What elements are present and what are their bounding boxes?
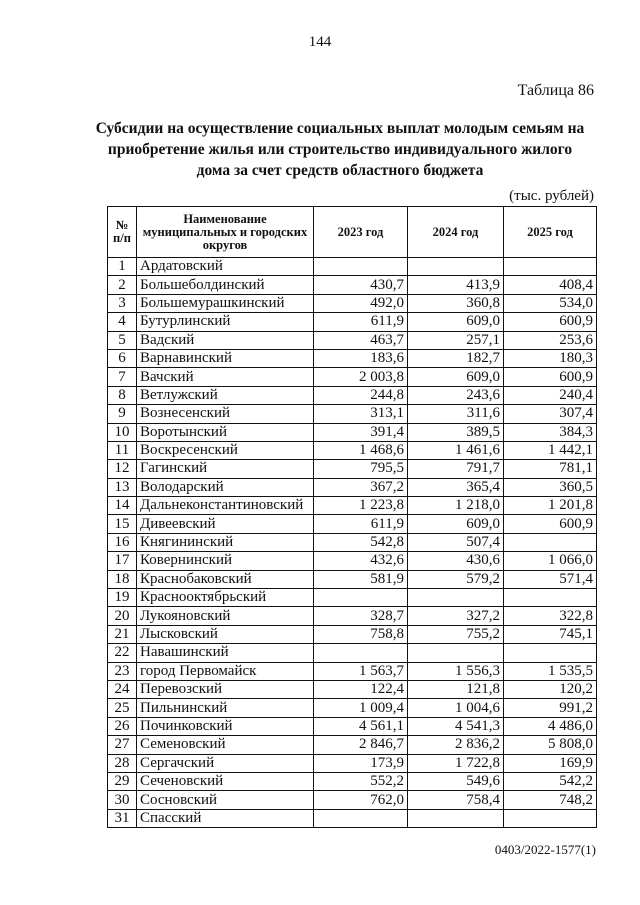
value-2024-cell: 507,4 [408,533,504,551]
municipality-name-cell: Княгининский [137,533,314,551]
municipality-name-cell: Лукояновский [137,607,314,625]
value-2025-cell: 169,9 [504,754,597,772]
table-row [108,258,597,276]
value-2025-cell [504,589,597,607]
value-2023-cell: 611,9 [314,313,408,331]
value-2023-cell [314,589,408,607]
municipality-name-cell: Сосновский [137,791,314,809]
value-2024-cell: 4 541,3 [408,717,504,735]
row-number-cell: 21 [108,625,137,643]
value-2023-cell: 313,1 [314,405,408,423]
value-2023-cell: 581,9 [314,570,408,588]
municipality-name-cell: Воротынский [137,423,314,441]
column-header-name: Наименование муниципальных и городских округов [137,207,314,258]
row-number-cell: 6 [108,349,137,367]
units-label: (тыс. рублей) [509,188,594,204]
table-row [108,533,597,551]
row-number-cell: 14 [108,497,137,515]
municipality-name-cell: Дальнеконстантиновский [137,497,314,515]
value-2024-cell: 121,8 [408,680,504,698]
value-2024-cell: 755,2 [408,625,504,643]
value-2025-cell [504,809,597,827]
municipality-name-cell: Краснооктябрьский [137,589,314,607]
value-2024-cell: 579,2 [408,570,504,588]
column-header-2023: 2023 год [314,207,408,258]
municipality-name-cell: Краснобаковский [137,570,314,588]
table-row [108,662,597,680]
value-2023-cell: 4 561,1 [314,717,408,735]
row-number-cell: 20 [108,607,137,625]
table-row [108,478,597,496]
value-2025-cell: 322,8 [504,607,597,625]
table-row [108,405,597,423]
value-2025-cell: 745,1 [504,625,597,643]
municipality-name-cell: Лысковский [137,625,314,643]
value-2025-cell: 360,5 [504,478,597,496]
municipality-name-cell: Гагинский [137,460,314,478]
municipality-name-cell: Ковернинский [137,552,314,570]
table-row [108,736,597,754]
value-2024-cell: 389,5 [408,423,504,441]
value-2024-cell [408,809,504,827]
value-2024-cell: 413,9 [408,276,504,294]
municipality-name-cell: Воскресенский [137,441,314,459]
value-2023-cell: 758,8 [314,625,408,643]
municipality-name-cell: город Первомайск [137,662,314,680]
value-2023-cell: 173,9 [314,754,408,772]
row-number-cell: 28 [108,754,137,772]
value-2025-cell: 534,0 [504,294,597,312]
value-2024-cell: 609,0 [408,515,504,533]
value-2025-cell [504,258,597,276]
row-number-cell: 26 [108,717,137,735]
table-row [108,441,597,459]
value-2024-cell [408,258,504,276]
municipality-name-cell: Спасский [137,809,314,827]
value-2025-cell: 307,4 [504,405,597,423]
value-2025-cell: 781,1 [504,460,597,478]
value-2023-cell: 552,2 [314,772,408,790]
table-row [108,313,597,331]
municipality-name-cell: Семеновский [137,736,314,754]
municipality-name-cell: Вачский [137,368,314,386]
value-2023-cell: 2 003,8 [314,368,408,386]
value-2023-cell [314,644,408,662]
municipality-name-cell: Большеболдинский [137,276,314,294]
value-2024-cell: 327,2 [408,607,504,625]
row-number-cell: 2 [108,276,137,294]
value-2025-cell [504,644,597,662]
value-2023-cell: 432,6 [314,552,408,570]
value-2023-cell: 328,7 [314,607,408,625]
value-2024-cell: 311,6 [408,405,504,423]
municipality-name-cell: Вадский [137,331,314,349]
value-2023-cell: 463,7 [314,331,408,349]
value-2023-cell: 762,0 [314,791,408,809]
value-2023-cell: 795,5 [314,460,408,478]
value-2024-cell [408,644,504,662]
value-2025-cell: 253,6 [504,331,597,349]
row-number-cell: 31 [108,809,137,827]
value-2025-cell: 5 808,0 [504,736,597,754]
row-number-cell: 12 [108,460,137,478]
table-row [108,717,597,735]
value-2023-cell: 1 009,4 [314,699,408,717]
value-2023-cell: 1 223,8 [314,497,408,515]
value-2025-cell: 180,3 [504,349,597,367]
value-2025-cell: 1 442,1 [504,441,597,459]
table-row [108,349,597,367]
table-row [108,460,597,478]
value-2025-cell [504,533,597,551]
table-row [108,552,597,570]
value-2025-cell: 600,9 [504,313,597,331]
value-2024-cell: 2 836,2 [408,736,504,754]
table-row [108,644,597,662]
value-2025-cell: 600,9 [504,368,597,386]
row-number-cell: 16 [108,533,137,551]
value-2023-cell: 542,8 [314,533,408,551]
row-number-cell: 11 [108,441,137,459]
row-number-cell: 30 [108,791,137,809]
row-number-cell: 5 [108,331,137,349]
column-header-2025: 2025 год [504,207,597,258]
table-row [108,276,597,294]
municipality-name-cell: Починковский [137,717,314,735]
value-2024-cell: 1 556,3 [408,662,504,680]
row-number-cell: 15 [108,515,137,533]
row-number-cell: 1 [108,258,137,276]
value-2023-cell: 430,7 [314,276,408,294]
row-number-cell: 29 [108,772,137,790]
municipality-name-cell: Вознесенский [137,405,314,423]
row-number-cell: 4 [108,313,137,331]
value-2025-cell: 748,2 [504,791,597,809]
table-row [108,294,597,312]
row-number-cell: 22 [108,644,137,662]
table-row [108,791,597,809]
value-2024-cell: 243,6 [408,386,504,404]
value-2025-cell: 991,2 [504,699,597,717]
value-2024-cell: 360,8 [408,294,504,312]
municipality-name-cell: Ветлужский [137,386,314,404]
table-row [108,331,597,349]
value-2023-cell: 1 563,7 [314,662,408,680]
municipality-name-cell: Варнавинский [137,349,314,367]
municipality-name-cell: Пильнинский [137,699,314,717]
value-2024-cell: 758,4 [408,791,504,809]
municipality-name-cell: Перевозский [137,680,314,698]
value-2024-cell: 430,6 [408,552,504,570]
value-2025-cell: 240,4 [504,386,597,404]
value-2024-cell: 365,4 [408,478,504,496]
table-body [108,258,597,828]
row-number-cell: 3 [108,294,137,312]
municipality-name-cell: Володарский [137,478,314,496]
municipality-name-cell: Большемурашкинский [137,294,314,312]
value-2023-cell: 391,4 [314,423,408,441]
value-2023-cell: 122,4 [314,680,408,698]
municipality-name-cell: Навашинский [137,644,314,662]
value-2025-cell: 1 066,0 [504,552,597,570]
row-number-cell: 19 [108,589,137,607]
value-2025-cell: 120,2 [504,680,597,698]
value-2023-cell [314,809,408,827]
municipality-name-cell: Сергачский [137,754,314,772]
table-header-row [108,207,597,258]
row-number-cell: 7 [108,368,137,386]
table-row [108,570,597,588]
table-row [108,497,597,515]
subsidies-table [107,206,597,828]
row-number-cell: 10 [108,423,137,441]
value-2024-cell: 182,7 [408,349,504,367]
value-2023-cell: 244,8 [314,386,408,404]
footer-document-code: 0403/2022-1577(1) [494,842,596,857]
value-2025-cell: 4 486,0 [504,717,597,735]
value-2025-cell: 542,2 [504,772,597,790]
row-number-cell: 8 [108,386,137,404]
value-2024-cell: 609,0 [408,368,504,386]
value-2023-cell: 611,9 [314,515,408,533]
row-number-cell: 13 [108,478,137,496]
value-2023-cell: 2 846,7 [314,736,408,754]
municipality-name-cell: Дивеевский [137,515,314,533]
table-row [108,625,597,643]
table-row [108,386,597,404]
value-2024-cell: 1 461,6 [408,441,504,459]
table-row [108,680,597,698]
value-2024-cell: 609,0 [408,313,504,331]
row-number-cell: 25 [108,699,137,717]
value-2025-cell: 1 201,8 [504,497,597,515]
value-2024-cell: 1 218,0 [408,497,504,515]
document-title: Субсидии на осуществление социальных выплат молодым семьям на приобретение жилья или строительство индивидуального жилого дома за счет средств областного бюджета [95,120,585,179]
page-number: 144 [308,34,332,50]
value-2023-cell: 492,0 [314,294,408,312]
table-row [108,699,597,717]
table-row [108,809,597,827]
row-number-cell: 27 [108,736,137,754]
municipality-name-cell: Сеченовский [137,772,314,790]
row-number-cell: 9 [108,405,137,423]
value-2024-cell: 791,7 [408,460,504,478]
column-header-num: № п/п [108,207,137,258]
value-2025-cell: 384,3 [504,423,597,441]
value-2025-cell: 1 535,5 [504,662,597,680]
municipality-name-cell: Бутурлинский [137,313,314,331]
value-2024-cell: 257,1 [408,331,504,349]
column-header-2024: 2024 год [408,207,504,258]
value-2023-cell [314,258,408,276]
value-2024-cell [408,589,504,607]
table-row [108,423,597,441]
value-2023-cell: 367,2 [314,478,408,496]
value-2024-cell: 549,6 [408,772,504,790]
value-2024-cell: 1 004,6 [408,699,504,717]
municipality-name-cell: Ардатовский [137,258,314,276]
table-row [108,607,597,625]
table-row [108,754,597,772]
value-2025-cell: 408,4 [504,276,597,294]
value-2025-cell: 600,9 [504,515,597,533]
row-number-cell: 24 [108,680,137,698]
row-number-cell: 23 [108,662,137,680]
value-2023-cell: 183,6 [314,349,408,367]
table-row [108,515,597,533]
table-row [108,368,597,386]
value-2024-cell: 1 722,8 [408,754,504,772]
table-label: Таблица 86 [517,82,594,99]
row-number-cell: 18 [108,570,137,588]
table-row [108,772,597,790]
table-row [108,589,597,607]
value-2023-cell: 1 468,6 [314,441,408,459]
value-2025-cell: 571,4 [504,570,597,588]
row-number-cell: 17 [108,552,137,570]
